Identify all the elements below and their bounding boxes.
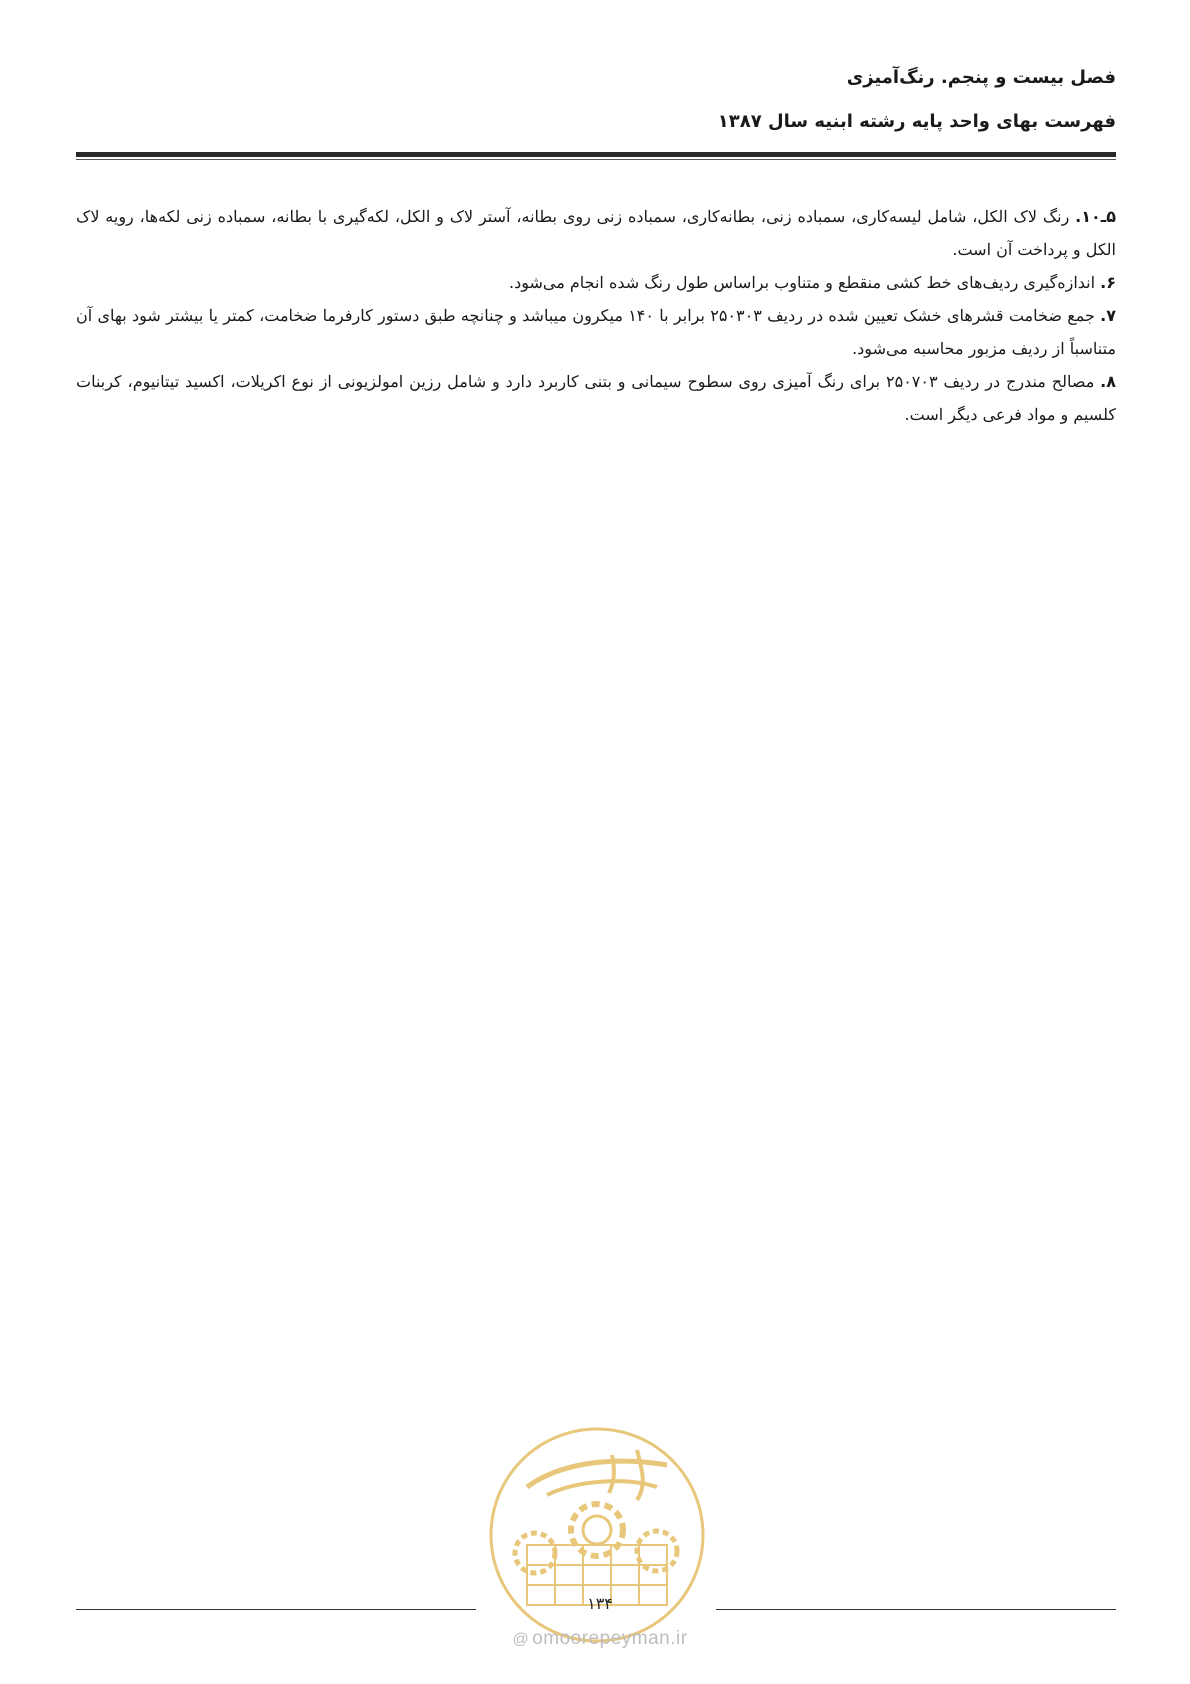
note-number: ۸. (1100, 372, 1116, 391)
note-number: ۷. (1100, 306, 1117, 325)
chapter-title: فصل بیست و پنجم. رنگ‌آمیزی (846, 67, 1116, 88)
site-url: omoorepeyman.ir (532, 1628, 688, 1649)
notes-body (76, 200, 1116, 431)
page-number: ۱۳۴ (587, 1594, 613, 1613)
note-number: ۶. (1100, 273, 1116, 292)
at-sign-icon: @ (512, 1631, 530, 1648)
note-item (76, 299, 1116, 365)
note-item (76, 266, 1116, 299)
footer-divider-left (76, 1609, 476, 1610)
note-text: مصالح مندرج در ردیف ۲۵۰۷۰۳ برای رنگ آمیزی روی سطوح سیمانی و بتنی کاربرد دارد و شامل رزین امولزیونی از نوع اکریلات، اکسید تیتانیوم، کربنات کلسیم و مواد فرعی دیگر است. (76, 372, 1116, 424)
note-item (76, 200, 1116, 266)
page-header (76, 56, 1116, 144)
note-text: رنگ لاک الکل، شامل لیسه‌کاری، سمباده زنی، بطانه‌کاری، سمباده زنی روی بطانه، آستر لاک و الکل، لکه‌گیری با بطانه، سمباده زنی لکه‌ها، رویه لاک الکل و پرداخت آن است. (76, 207, 1116, 259)
footer-divider-right (716, 1609, 1116, 1610)
note-item (76, 365, 1116, 431)
document-subtitle: فهرست بهای واحد پایه رشته ابنیه سال ۱۳۸۷ (717, 111, 1116, 132)
note-text: اندازه‌گیری ردیف‌های خط کشی منقطع و متناوب براساس طول رنگ شده انجام می‌شود. (508, 273, 1101, 292)
note-text: جمع ضخامت قشرهای خشک تعیین شده در ردیف ۲۵۰۳۰۳ برابر با ۱۴۰ میکرون میباشد و چنانچه طبق دستور کارفرما ضخامت، کمتر یا بیشتر شود بهای آن متناسباً از ردیف مزبور محاسبه می‌شود. (76, 306, 1116, 358)
header-divider (76, 152, 1116, 157)
footer-site (500, 1628, 700, 1650)
header-divider-thin (76, 159, 1116, 160)
note-number: ۵ـ۱۰. (1075, 207, 1116, 226)
